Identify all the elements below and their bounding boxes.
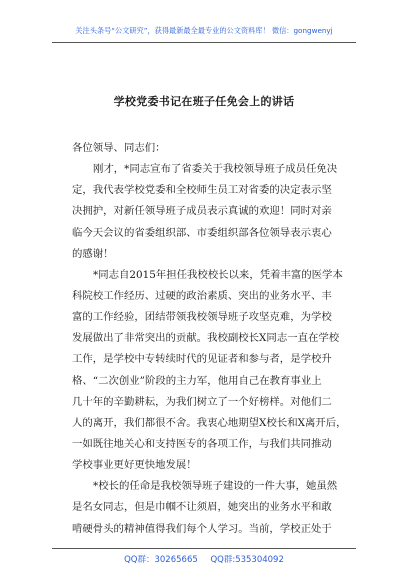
body-line: 发展做出了非常突出的贡献。我校副校长X同志一直在学校 [72,332,340,345]
body-line: *同志自2015年担任我校校长以来，凭着丰富的医学本 [93,268,343,281]
body-line: 科院校工作经历、过硬的政治素质、突出的业务水平、丰 [72,289,332,302]
body-line: 刚才，*同志宣布了省委关于我校领导班子成员任免决 [93,163,338,176]
footer-contact: QQ群：30265665 QQ群:535304092 [124,555,284,565]
footer-divider [52,548,356,549]
body-line: *校长的任命是我校领导班子建设的一件大事，她虽然 [93,480,338,493]
body-line: 各位领导、同志们： [72,142,166,154]
body-line: 学校事业更好更快地发展！ [72,459,197,472]
document-title: 学校党委书记在班子任免会上的讲话 [113,95,295,108]
body-line: 临今天会议的省委组织部、市委组织部各位领导表示衷心 [72,226,332,239]
body-line: 的感谢！ [72,247,114,260]
body-line: 几十年的辛勤耕耘，为我们树立了一个好榜样。对他们二 [72,395,332,408]
body-line: 一如既往地关心和支持医专的各项工作，与我们共同推动 [72,437,332,450]
body-line: 定，我代表学校党委和全校师生员工对省委的决定表示坚 [72,184,332,197]
body-line: 决拥护，对新任领导班子成员表示真诚的欢迎！同时对亲 [72,205,332,218]
body-line: 工作，是学校中专转续时代的见证者和参与者，是学校升 [72,353,332,366]
header-banner: 关注头条号“公文研究”，获得最新最全最专业的公文资料库！ 微信：gongwenyj [75,26,333,35]
header-divider [52,42,356,43]
body-line: 格、“二次创业”阶段的主力军，他用自己在教育事业上 [72,374,322,387]
body-line: 富的工作经验，团结带领我校领导班子攻坚克难，为学校 [72,311,332,324]
body-line: 啃硬骨头的精神值得我们每个人学习。当前，学校正处于 [72,522,332,535]
body-line: 人的离开，我们都很不舍。我衷心地期望X校长和X离开后， [72,416,347,429]
document-body [72,138,347,540]
body-line: 是名女同志，但是巾帼不让须眉，她突出的业务水平和敢 [72,501,332,514]
